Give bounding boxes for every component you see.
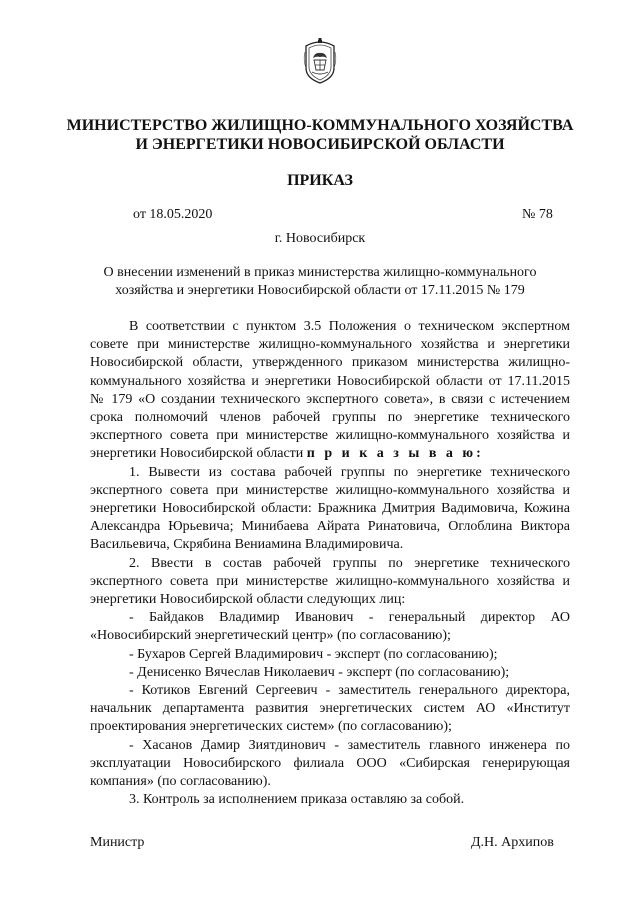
member-item: - Байдаков Владимир Иванович - генеральный директор АО «Новосибирский энергетический центр» (по согласованию); xyxy=(90,610,570,644)
item-2: 2. Ввести в состав рабочей группы по энергетике технического экспертного совета при министерстве жилищно-коммунального хозяйства и энергетики Новосибирской области следующих лиц: xyxy=(90,555,570,608)
signatory-title: Министр xyxy=(90,835,145,850)
item-3: 3. Контроль за исполнением приказа оставляю за собой. xyxy=(129,792,465,808)
decree-word: п р и к а з ы в а ю xyxy=(306,446,477,462)
order-date: от 18.05.2020 xyxy=(133,207,213,222)
document-type: ПРИКАЗ xyxy=(287,172,353,189)
order-subject: О внесении изменений в приказ министерства жилищно-коммунального хозяйства и энергетики Новосибирской области от 17.11.2015 № 179 xyxy=(103,265,537,298)
ministry-name xyxy=(60,116,580,154)
preamble-text: В соответствии с пунктом 3.5 Положения о техническом экспертном совете при министерстве жилищно-коммунального хозяйства и энергетики Новосибирской области, утвержденного приказом министерства жилищно-коммунального хозяйства и энергетики Новосибирской области от 17.11.2015 № 179 «О создании технического экспертного совета», в связи с истечением срока полномочий членов рабочей группы по энергетике технического экспертного совета при министерстве жилищно-коммунального хозяйства и энергетики Новосибирской области xyxy=(90,319,570,462)
signatory-name: Д.Н. Архипов xyxy=(471,835,554,850)
order-city: г. Новосибирск xyxy=(274,231,366,246)
decree-colon: : xyxy=(476,446,481,462)
item-1: 1. Вывести из состава рабочей группы по энергетике технического экспертного совета при министерстве жилищно-коммунального хозяйства и энергетики Новосибирской области: Бражника Дмитрия Вадимовича, Кожина Александра Юрьевича; Минибаева Айрата Ринатовича, Оглоблина Виктора Васильевича, Скрябина Вениамина Владимировича. xyxy=(90,464,570,553)
member-item: - Хасанов Дамир Зиятдинович - заместитель главного инженера по эксплуатации Новосибирского филиала ООО «Сибирская генерирующая компания» (по согласованию). xyxy=(90,737,570,790)
ministry-name-line1: МИНИСТЕРСТВО ЖИЛИЩНО-КОММУНАЛЬНОГО ХОЗЯЙСТВА xyxy=(66,117,574,134)
member-item: - Бухаров Сергей Владимирович - эксперт (по согласованию); xyxy=(129,646,498,662)
member-item: - Денисенко Вячеслав Николаевич - эксперт (по согласованию); xyxy=(129,664,510,680)
ministry-name-line2: И ЭНЕРГЕТИКИ НОВОСИБИРСКОЙ ОБЛАСТИ xyxy=(135,136,505,153)
order-body xyxy=(90,318,570,809)
coat-of-arms-icon xyxy=(302,38,338,84)
preamble-paragraph xyxy=(90,318,570,464)
order-number: № 78 xyxy=(522,207,553,222)
member-item: - Котиков Евгений Сергеевич - заместитель генерального директора, начальник департамента развития энергетических систем АО «Институт проектирования энергетических систем» (по согласованию); xyxy=(90,683,570,735)
